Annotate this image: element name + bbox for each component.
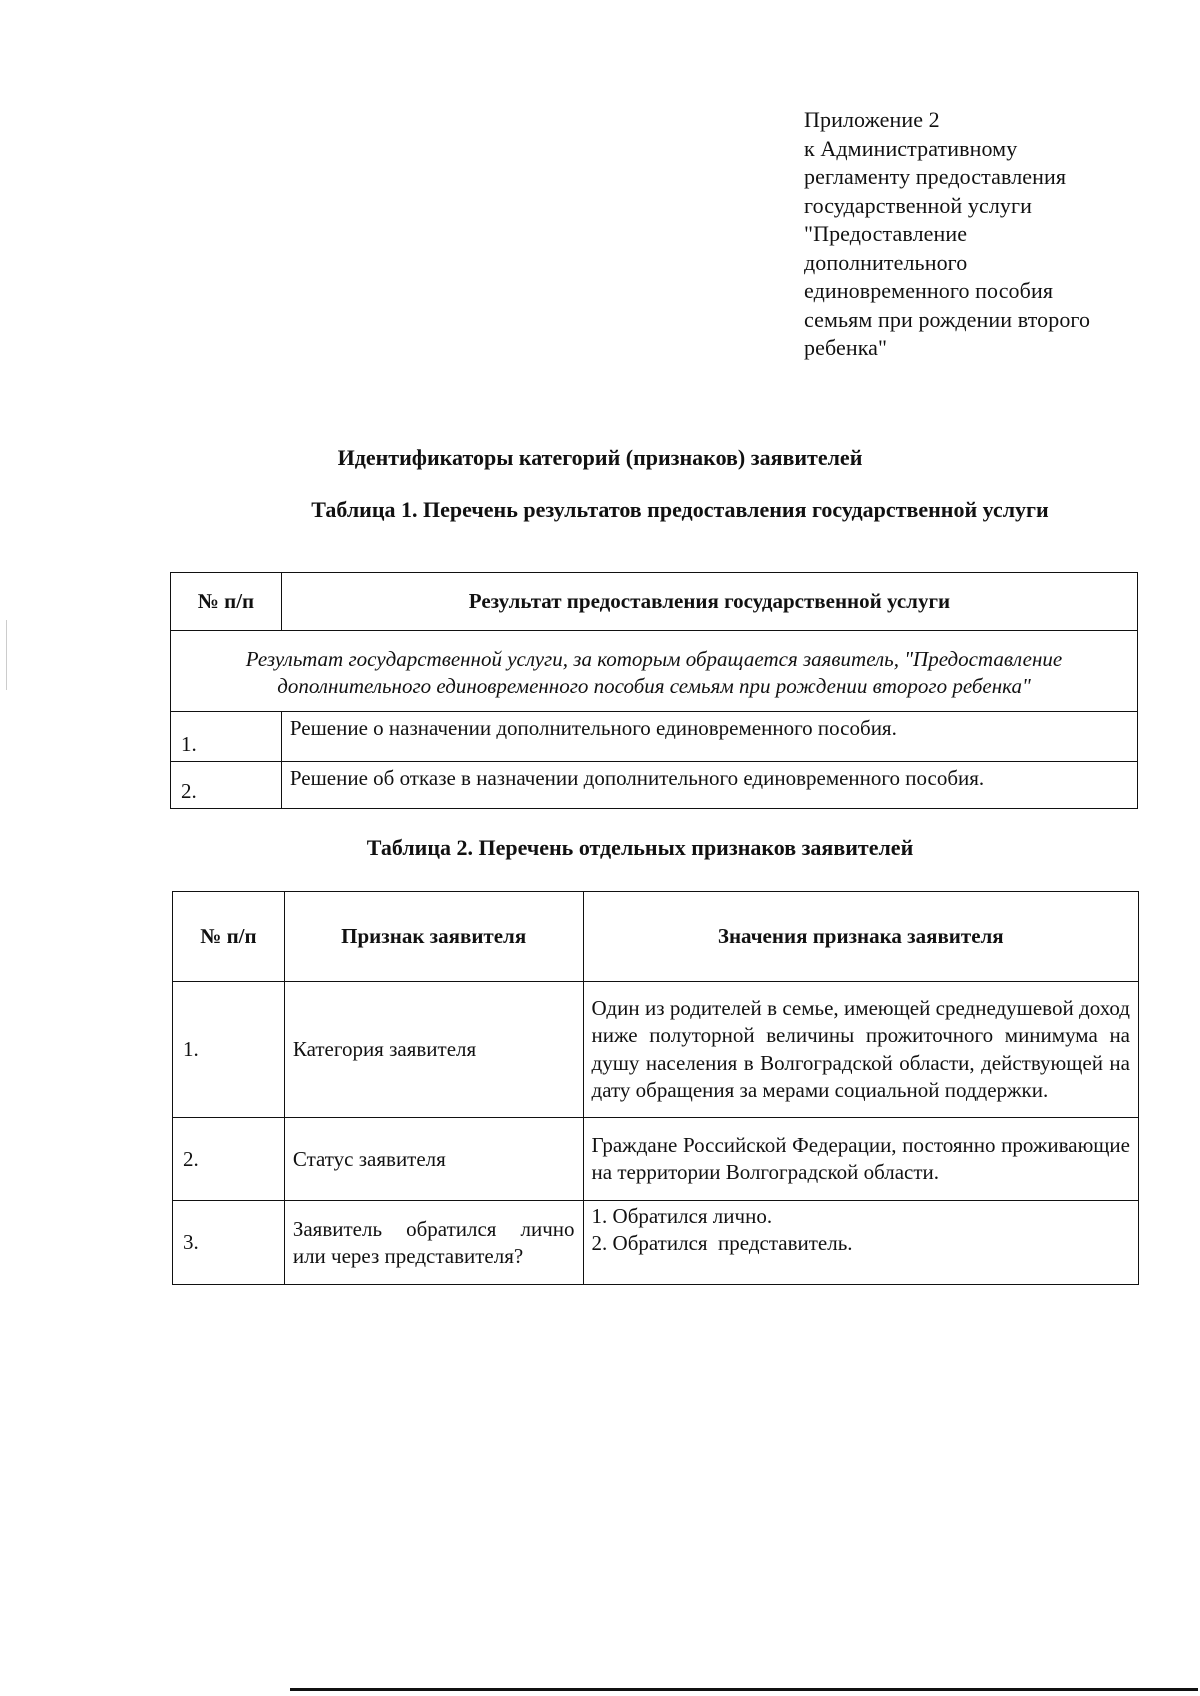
value-option: 2. Обратился представитель. bbox=[591, 1231, 853, 1255]
group-label: Результат государственной услуги, за которым обращается заявитель, "Предоставление дополнительного единовременного пособия семьям при рождении второго ребенка" bbox=[171, 631, 1138, 712]
table-row bbox=[173, 1201, 1139, 1285]
table-row bbox=[171, 712, 1138, 762]
row-attribute: Категория заявителя bbox=[284, 982, 583, 1118]
row-attribute: Заявитель обратился лично или через представителя? bbox=[284, 1201, 583, 1285]
value-option: 1. Обратился лично. bbox=[591, 1204, 773, 1228]
table2-caption: Таблица 2. Перечень отдельных признаков заявителей bbox=[366, 835, 914, 860]
row-result: Решение об отказе в назначении дополнительного единовременного пособия. bbox=[281, 762, 1137, 809]
column-header-num: № п/п bbox=[171, 573, 282, 631]
column-header-attribute: Признак заявителя bbox=[284, 892, 583, 982]
appendix-line: Приложение 2 bbox=[804, 107, 940, 132]
results-table bbox=[170, 572, 1138, 809]
appendix-line: к Административному bbox=[804, 135, 1018, 161]
row-number: 3. bbox=[173, 1201, 285, 1285]
appendix-note bbox=[804, 106, 1134, 363]
row-result: Решение о назначении дополнительного единовременного пособия. bbox=[281, 712, 1137, 762]
attributes-table bbox=[172, 891, 1139, 1285]
appendix-line: дополнительного bbox=[804, 249, 968, 275]
group-row bbox=[171, 631, 1138, 712]
row-number: 2. bbox=[173, 1118, 285, 1201]
column-header-values: Значения признака заявителя bbox=[583, 892, 1138, 982]
column-header-num: № п/п bbox=[173, 892, 285, 982]
row-value-list bbox=[583, 1201, 1138, 1285]
table-header-row bbox=[171, 573, 1138, 631]
appendix-line: государственной услуги bbox=[804, 192, 1033, 218]
appendix-line: семьям при рождении второго bbox=[804, 306, 1091, 332]
row-value: Граждане Российской Федерации, постоянно проживающие на территории Волгоградской области. bbox=[583, 1118, 1138, 1201]
appendix-line: единовременного пособия bbox=[804, 278, 1054, 303]
table-row bbox=[171, 762, 1138, 809]
table-header-row bbox=[173, 892, 1139, 982]
row-attribute: Статус заявителя bbox=[284, 1118, 583, 1201]
appendix-line: "Предоставление bbox=[804, 221, 968, 246]
row-number: 2. bbox=[171, 762, 282, 809]
appendix-line: ребенка" bbox=[804, 335, 888, 360]
scan-artifact bbox=[6, 620, 7, 690]
table-row bbox=[173, 982, 1139, 1118]
appendix-line: регламенту предоставления bbox=[804, 164, 1067, 189]
bottom-rule bbox=[290, 1688, 1198, 1691]
table-row bbox=[173, 1118, 1139, 1201]
table1-caption: Таблица 1. Перечень результатов предоставления государственной услуги bbox=[311, 497, 1049, 522]
row-number: 1. bbox=[171, 712, 282, 762]
row-value: Один из родителей в семье, имеющей среднедушевой доход ниже полуторной величины прожиточного минимума на душу населения в Волгоградской области, действующей на дату обращения за мерами социальной поддержки. bbox=[583, 982, 1138, 1118]
page-title: Идентификаторы категорий (признаков) заявителей bbox=[337, 445, 863, 470]
column-header-result: Результат предоставления государственной услуги bbox=[281, 573, 1137, 631]
row-number: 1. bbox=[173, 982, 285, 1118]
